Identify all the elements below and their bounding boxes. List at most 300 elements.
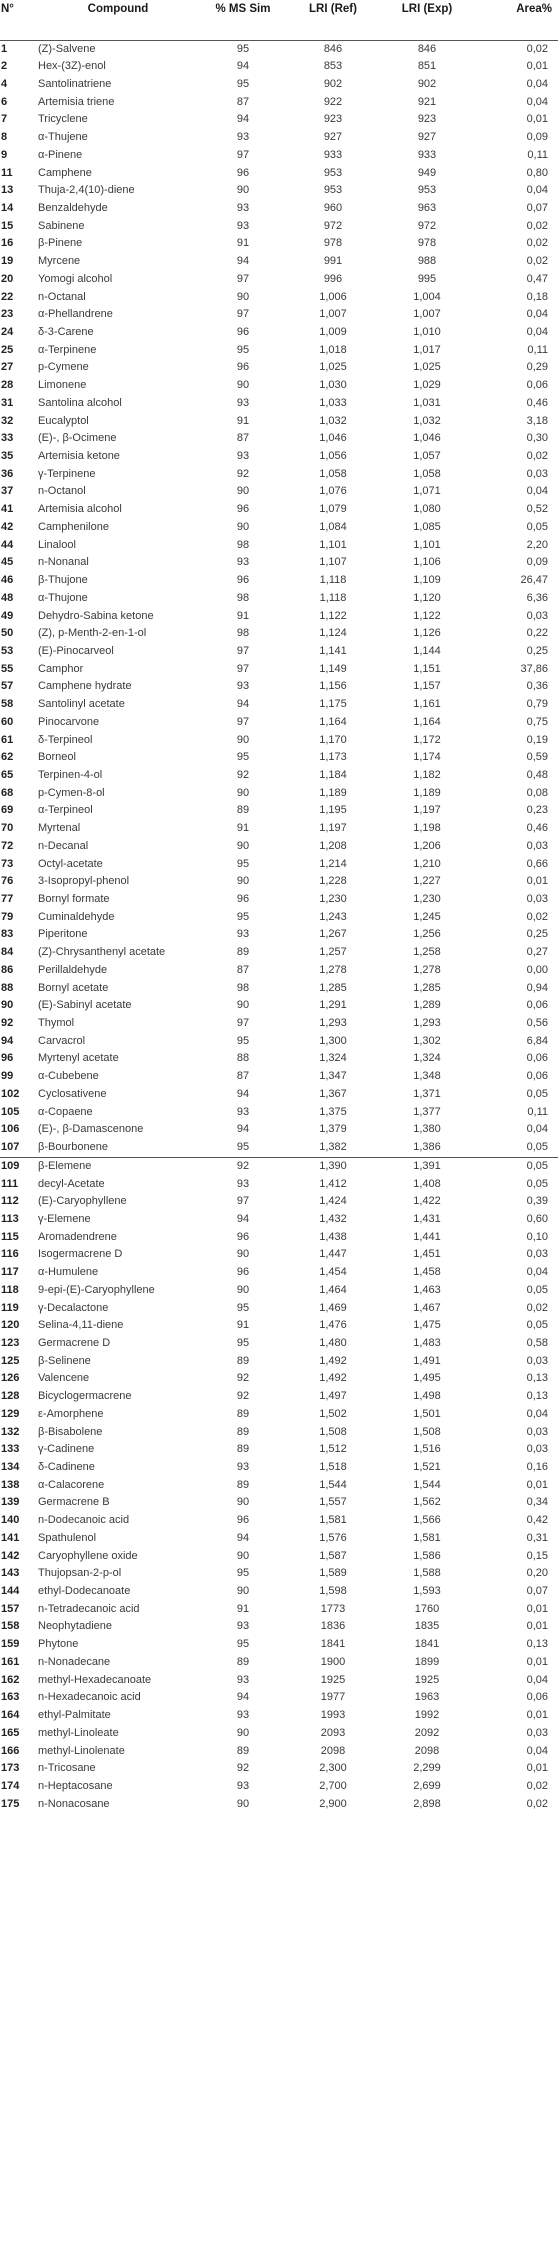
ms-sim-value: 96	[236, 166, 250, 179]
ms-sim-value: 97	[236, 715, 250, 728]
compound-name: 3-Isopropyl-phenol	[38, 875, 130, 888]
ms-sim-value: 95	[236, 77, 250, 90]
lri-exp-value: 1,164	[413, 715, 441, 728]
ms-sim-value: 91	[236, 237, 250, 250]
area-value: 0,30	[526, 432, 548, 445]
lri-exp-value: 1,544	[413, 1478, 441, 1491]
lri-ref-value: 972	[323, 219, 343, 232]
lri-exp-value: 2,699	[413, 1779, 441, 1792]
row-number: 84	[1, 946, 14, 959]
ms-sim-value: 98	[236, 981, 250, 994]
row-number: 126	[1, 1372, 20, 1385]
table-row	[0, 235, 558, 253]
ms-sim-value: 89	[236, 1354, 250, 1367]
row-number: 139	[1, 1496, 20, 1509]
ms-sim-value: 94	[236, 1531, 250, 1544]
lri-exp-value: 1,227	[413, 875, 441, 888]
area-value: 0,11	[527, 1105, 548, 1118]
lri-exp-value: 1,029	[413, 379, 441, 392]
compound-name: Tricyclene	[38, 113, 88, 126]
area-value: 0,04	[526, 1407, 548, 1420]
table-row	[0, 1264, 558, 1282]
lri-exp-value: 1,120	[413, 591, 441, 604]
ms-sim-value: 90	[236, 786, 250, 799]
lri-ref-value: 1,379	[319, 1123, 347, 1136]
ms-sim-value: 90	[236, 485, 250, 498]
area-value: 0,66	[526, 857, 548, 870]
lri-exp-value: 1,498	[413, 1390, 441, 1403]
lri-ref-value: 1,324	[319, 1052, 347, 1065]
row-number: 70	[1, 822, 14, 835]
lri-ref-value: 1,375	[319, 1105, 347, 1118]
lri-ref-value: 922	[323, 95, 343, 108]
compound-name: δ-3-Carene	[38, 326, 94, 338]
ms-sim-value: 90	[236, 1585, 250, 1598]
lri-ref-value: 1,347	[319, 1070, 347, 1083]
lri-exp-value: 1760	[414, 1602, 440, 1615]
row-number: 79	[1, 910, 14, 923]
row-number: 133	[1, 1443, 20, 1456]
area-value: 0,05	[526, 520, 548, 533]
lri-ref-value: 1,557	[319, 1496, 347, 1509]
ms-sim-value: 89	[236, 1425, 250, 1438]
lri-ref-value: 1,544	[319, 1478, 347, 1491]
table-row	[0, 554, 558, 572]
lri-exp-value: 1,198	[413, 822, 441, 835]
row-number: 112	[1, 1195, 19, 1208]
lri-ref-value: 1,497	[319, 1390, 347, 1403]
lri-ref-value: 1,257	[319, 946, 347, 959]
lri-exp-value: 1,380	[413, 1123, 441, 1136]
row-number: 50	[1, 627, 14, 640]
table-row	[0, 714, 558, 732]
compound-name: Cyclosativene	[38, 1087, 107, 1100]
ms-sim-value: 91	[236, 822, 250, 835]
lri-exp-value: 1,458	[413, 1266, 441, 1279]
compound-name: Cuminaldehyde	[38, 910, 115, 923]
area-value: 0,02	[526, 450, 548, 463]
lri-ref-value: 1,589	[319, 1567, 347, 1580]
lri-exp-value: 1,010	[413, 326, 441, 338]
lri-ref-value: 2093	[320, 1726, 346, 1739]
row-number: 57	[1, 680, 14, 693]
ms-sim-value: 96	[236, 893, 250, 905]
table-row	[0, 1033, 558, 1051]
lri-exp-value: 988	[417, 255, 437, 268]
lri-ref-value: 1,243	[319, 910, 347, 923]
lri-ref-value: 1,390	[288, 1157, 378, 1175]
table-row	[0, 1015, 558, 1033]
compound-name: n-Decanal	[38, 839, 89, 852]
row-number: 125	[1, 1354, 20, 1367]
compound-name: (E)-Sabinyl acetate	[38, 999, 132, 1012]
lri-exp-value: 2098	[414, 1744, 440, 1757]
table-row	[0, 1725, 558, 1743]
compound-name: Isogermacrene D	[38, 1248, 123, 1261]
compound-name: ethyl-Dodecanoate	[38, 1585, 131, 1598]
table-row	[0, 1335, 558, 1353]
area-value: 0,06	[526, 1070, 548, 1083]
lri-ref-value: 991	[323, 255, 343, 268]
table-row	[0, 253, 558, 271]
ms-sim-value: 98	[236, 627, 250, 640]
compound-name: n-Nonanal	[38, 556, 89, 569]
compound-name: n-Nonadecane	[38, 1655, 111, 1668]
row-number: 164	[1, 1709, 20, 1722]
lri-exp-value: 1,463	[413, 1283, 441, 1296]
row-number: 68	[1, 786, 14, 799]
compound-name: p-Cymene	[38, 361, 89, 374]
lri-exp-value: 1,521	[413, 1461, 441, 1473]
ms-sim-value: 90	[236, 520, 250, 533]
lri-exp-value: 1,189	[413, 786, 441, 799]
lri-ref-value: 902	[323, 77, 343, 90]
ms-sim-value: 94	[236, 1212, 250, 1225]
area-value: 6,84	[526, 1034, 548, 1047]
compound-name: Octyl-acetate	[38, 857, 103, 870]
lri-exp-value: 2092	[414, 1726, 440, 1739]
compound-name: α-Terpinene	[38, 343, 97, 356]
ms-sim-value: 97	[236, 662, 250, 675]
table-row	[0, 1121, 558, 1139]
row-number: 129	[1, 1407, 20, 1420]
area-value: 0,06	[526, 379, 548, 392]
lri-exp-value: 972	[417, 219, 437, 232]
ms-sim-value: 90	[236, 379, 250, 392]
compound-name: Caryophyllene oxide	[38, 1549, 138, 1562]
ms-sim-value: 89	[236, 1478, 250, 1491]
area-value: 0,05	[526, 1141, 548, 1154]
compound-name: α-Humulene	[38, 1266, 99, 1279]
compound-name: 9-epi-(E)-Caryophyllene	[38, 1283, 155, 1296]
compound-name: n-Heptacosane	[38, 1779, 113, 1792]
row-number: 25	[1, 343, 14, 356]
row-number: 90	[1, 999, 14, 1012]
lri-exp-value: 1,278	[413, 963, 441, 976]
compound-name: Germacrene B	[38, 1496, 110, 1509]
ms-sim-value: 97	[236, 644, 250, 657]
ms-sim-value: 93	[236, 131, 250, 144]
ms-sim-value: 96	[236, 503, 250, 516]
lri-ref-value: 1841	[320, 1638, 346, 1651]
area-value: 0,04	[526, 326, 548, 338]
table-row	[0, 1494, 558, 1512]
table-row	[0, 785, 558, 803]
area-value: 0,11	[527, 148, 548, 161]
ms-sim-value: 90	[236, 1248, 250, 1261]
compound-name: (Z)-Chrysanthenyl acetate	[38, 946, 166, 959]
lri-exp-value: 1,122	[413, 609, 441, 622]
area-value: 0,46	[526, 396, 548, 409]
compound-name: Camphor	[38, 662, 84, 675]
compound-name: α-Calacorene	[38, 1478, 105, 1491]
ms-sim-value: 93	[236, 1461, 250, 1473]
ms-sim-value: 89	[236, 1744, 250, 1757]
lri-ref-value: 1,492	[319, 1372, 347, 1385]
compound-name: Camphene hydrate	[38, 680, 132, 693]
table-row	[0, 306, 558, 324]
table-row	[0, 76, 558, 94]
area-value: 0,02	[526, 1301, 548, 1314]
lri-ref-value: 1,508	[319, 1425, 347, 1438]
compound-name: β-Elemene	[38, 1157, 198, 1175]
ms-sim-value: 91	[236, 414, 250, 427]
area-value: 0,25	[526, 928, 548, 941]
lri-ref-value: 1,432	[319, 1212, 347, 1225]
lri-ref-value: 1,492	[319, 1354, 347, 1367]
ms-sim-value: 87	[236, 1070, 250, 1083]
lri-ref-value: 1,230	[319, 893, 347, 905]
ms-sim-value: 95	[236, 1301, 250, 1314]
header-lri-ref: LRI (Ref)	[288, 0, 378, 40]
compound-name: α-Phellandrene	[38, 308, 113, 321]
compound-name: Myrcene	[38, 255, 81, 268]
lri-exp-value: 1,593	[413, 1585, 441, 1598]
compound-name: p-Cymen-8-ol	[38, 786, 105, 799]
table-row	[0, 572, 558, 590]
area-value: 0,18	[526, 290, 548, 303]
compound-name: (E)-, β-Ocimene	[38, 432, 117, 445]
ms-sim-value: 94	[236, 60, 250, 73]
header-ms-sim: % MS Sim	[198, 0, 288, 40]
area-value: 0,01	[526, 1762, 548, 1775]
row-number: 2	[1, 60, 8, 73]
lri-exp-value: 1,071	[413, 485, 441, 498]
row-number: 102	[1, 1087, 20, 1100]
area-value: 2,20	[526, 538, 548, 551]
table-row	[0, 1370, 558, 1388]
table-row	[0, 1477, 558, 1495]
ms-sim-value: 90	[236, 1726, 250, 1739]
compound-name: Bornyl acetate	[38, 981, 109, 994]
ms-sim-value: 96	[236, 361, 250, 374]
lri-ref-value: 1,101	[319, 538, 347, 551]
compound-name: β-Pinene	[38, 237, 83, 250]
compound-name: γ-Terpinene	[38, 467, 96, 480]
ms-sim-value: 93	[236, 201, 250, 214]
lri-ref-value: 1,476	[319, 1319, 347, 1332]
lri-ref-value: 1,447	[319, 1248, 347, 1261]
row-number: 62	[1, 751, 14, 764]
area-value: 0,23	[526, 804, 548, 817]
table-row	[0, 1157, 558, 1175]
table-row	[0, 1441, 558, 1459]
table-row	[0, 997, 558, 1015]
lri-ref-value: 1,581	[319, 1514, 347, 1527]
lri-ref-value: 1,107	[319, 556, 347, 569]
compound-name: Aromadendrene	[38, 1230, 117, 1243]
ms-sim-value: 97	[236, 1195, 250, 1208]
row-number: 36	[1, 467, 14, 480]
compound-name: Myrtenal	[38, 822, 81, 835]
lri-exp-value: 927	[417, 131, 437, 144]
area-value: 0,08	[526, 786, 548, 799]
area-value: 37,86	[520, 662, 548, 675]
area-value: 0,07	[526, 1585, 548, 1598]
lri-exp-value: 1,031	[413, 396, 441, 409]
compound-name: methyl-Linoleate	[38, 1726, 119, 1739]
ms-sim-value: 92	[236, 467, 250, 480]
lri-ref-value: 1,469	[319, 1301, 347, 1314]
compound-name: β-Thujone	[38, 574, 88, 587]
table-row	[0, 1707, 558, 1725]
lri-ref-value: 1,512	[319, 1443, 347, 1456]
area-value: 0,47	[526, 272, 548, 285]
ms-sim-value: 97	[236, 272, 250, 285]
table-row	[0, 1282, 558, 1300]
ms-sim-value: 91	[236, 609, 250, 622]
ms-sim-value: 91	[236, 1602, 250, 1615]
ms-sim-value: 96	[236, 1266, 250, 1279]
lri-ref-value: 953	[323, 184, 343, 197]
row-number: 99	[1, 1070, 14, 1083]
area-value: 0,15	[526, 1549, 548, 1562]
ms-sim-value: 94	[236, 1691, 250, 1704]
area-value: 0,10	[526, 1230, 548, 1243]
area-value: 0,03	[526, 1443, 548, 1456]
row-number: 83	[1, 928, 14, 941]
table-row	[0, 926, 558, 944]
row-number: 174	[1, 1779, 20, 1792]
area-value: 0,06	[526, 999, 548, 1012]
compound-name: ε-Amorphene	[38, 1407, 104, 1420]
lri-ref-value: 1,046	[319, 432, 347, 445]
row-number: 158	[1, 1620, 20, 1633]
lri-ref-value: 1,009	[319, 326, 347, 338]
row-number: 107	[1, 1141, 20, 1154]
compound-name: Germacrene D	[38, 1336, 111, 1349]
table-row	[0, 590, 558, 608]
compound-name: β-Selinene	[38, 1354, 91, 1367]
table-row	[0, 448, 558, 466]
row-number: 44	[1, 538, 14, 551]
lri-ref-value: 1,598	[319, 1585, 347, 1598]
ms-sim-value: 97	[236, 148, 250, 161]
ms-sim-value: 95	[236, 42, 250, 55]
area-value: 0,01	[526, 1655, 548, 1668]
compound-name: Valencene	[38, 1372, 90, 1385]
ms-sim-value: 90	[236, 1797, 250, 1810]
compound-name: n-Tricosane	[38, 1762, 96, 1775]
ms-sim-value: 95	[236, 1638, 250, 1651]
table-row	[0, 40, 558, 58]
area-value: 0,29	[526, 361, 548, 374]
lri-exp-value: 1,106	[413, 556, 441, 569]
row-number: 33	[1, 432, 14, 445]
lri-exp-value: 1,431	[413, 1212, 441, 1225]
table-row	[0, 873, 558, 891]
lri-ref-value: 1,291	[319, 999, 347, 1012]
ms-sim-value: 95	[236, 1567, 250, 1580]
area-value: 0,42	[526, 1514, 548, 1527]
lri-ref-value: 1,118	[319, 591, 347, 604]
row-number: 27	[1, 361, 14, 374]
ms-sim-value: 94	[236, 255, 250, 268]
lri-ref-value: 1,084	[319, 520, 347, 533]
table-row	[0, 909, 558, 927]
area-value: 0,05	[526, 1319, 548, 1332]
row-number: 15	[1, 219, 14, 232]
area-value: 0,04	[526, 184, 548, 197]
row-number: 77	[1, 893, 14, 905]
row-number: 9	[1, 148, 8, 161]
compound-name: Camphene	[38, 166, 92, 179]
ms-sim-value: 89	[236, 1443, 250, 1456]
lri-ref-value: 1,454	[319, 1266, 347, 1279]
lri-exp-value: 963	[417, 201, 437, 214]
area-value: 0,16	[526, 1461, 548, 1473]
lri-exp-value: 1,109	[413, 574, 441, 587]
compound-name: Camphenilone	[38, 520, 109, 533]
table-row	[0, 1689, 558, 1707]
row-number: 105	[1, 1105, 20, 1118]
compound-name: n-Nonacosane	[38, 1797, 110, 1810]
table-row	[0, 413, 558, 431]
row-number: 19	[1, 255, 14, 268]
compound-name: Carvacrol	[38, 1034, 86, 1047]
compound-name: methyl-Hexadecanoate	[38, 1673, 152, 1686]
lri-ref-value: 1,285	[319, 981, 347, 994]
lri-ref-value: 1,030	[319, 379, 347, 392]
area-value: 0,04	[526, 77, 548, 90]
lri-exp-value: 1,302	[413, 1034, 441, 1047]
compound-name: (E)-Pinocarveol	[38, 644, 114, 657]
area-value: 3,18	[526, 414, 548, 427]
area-value: 0,02	[526, 1797, 548, 1810]
lri-ref-value: 1,480	[319, 1336, 347, 1349]
ms-sim-value: 92	[236, 1372, 250, 1385]
row-number: 94	[1, 1034, 14, 1047]
table-row	[0, 1211, 558, 1229]
ms-sim-value: 90	[236, 1549, 250, 1562]
compound-name: δ-Cadinene	[38, 1461, 95, 1473]
compound-name: Borneol	[38, 751, 76, 764]
row-number: 46	[1, 574, 14, 587]
table-row	[0, 1300, 558, 1318]
lri-exp-value: 1,467	[413, 1301, 441, 1314]
ms-sim-value: 93	[236, 1177, 250, 1190]
compound-name: Phytone	[38, 1638, 79, 1651]
ms-sim-value: 94	[236, 1087, 250, 1100]
lri-exp-value: 2,898	[413, 1797, 441, 1810]
ms-sim-value: 93	[236, 219, 250, 232]
table-row	[0, 1424, 558, 1442]
ms-sim-value: 95	[236, 857, 250, 870]
lri-ref-value: 1,502	[319, 1407, 347, 1420]
table-row	[0, 359, 558, 377]
compound-name: Yomogi alcohol	[38, 272, 113, 285]
row-number: 143	[1, 1567, 20, 1580]
table-row	[0, 324, 558, 342]
area-value: 0,09	[526, 556, 548, 569]
lri-ref-value: 1,197	[319, 822, 347, 835]
area-value: 0,19	[526, 733, 548, 746]
area-value: 0,09	[526, 131, 548, 144]
table-row	[0, 838, 558, 856]
row-number: 32	[1, 414, 14, 427]
lri-exp-value: 1,174	[413, 751, 441, 764]
area-value: 0,80	[526, 166, 548, 179]
compound-name: n-Hexadecanoic acid	[38, 1691, 141, 1704]
lri-exp-value: 1,586	[413, 1549, 441, 1562]
lri-exp-value: 902	[417, 77, 437, 90]
table-row	[0, 147, 558, 165]
compound-name: Piperitone	[38, 928, 88, 941]
header-compound: Compound	[38, 0, 198, 40]
area-value: 0,07	[526, 201, 548, 214]
lri-exp-value: 978	[417, 237, 437, 250]
area-value: 0,01	[526, 1478, 548, 1491]
